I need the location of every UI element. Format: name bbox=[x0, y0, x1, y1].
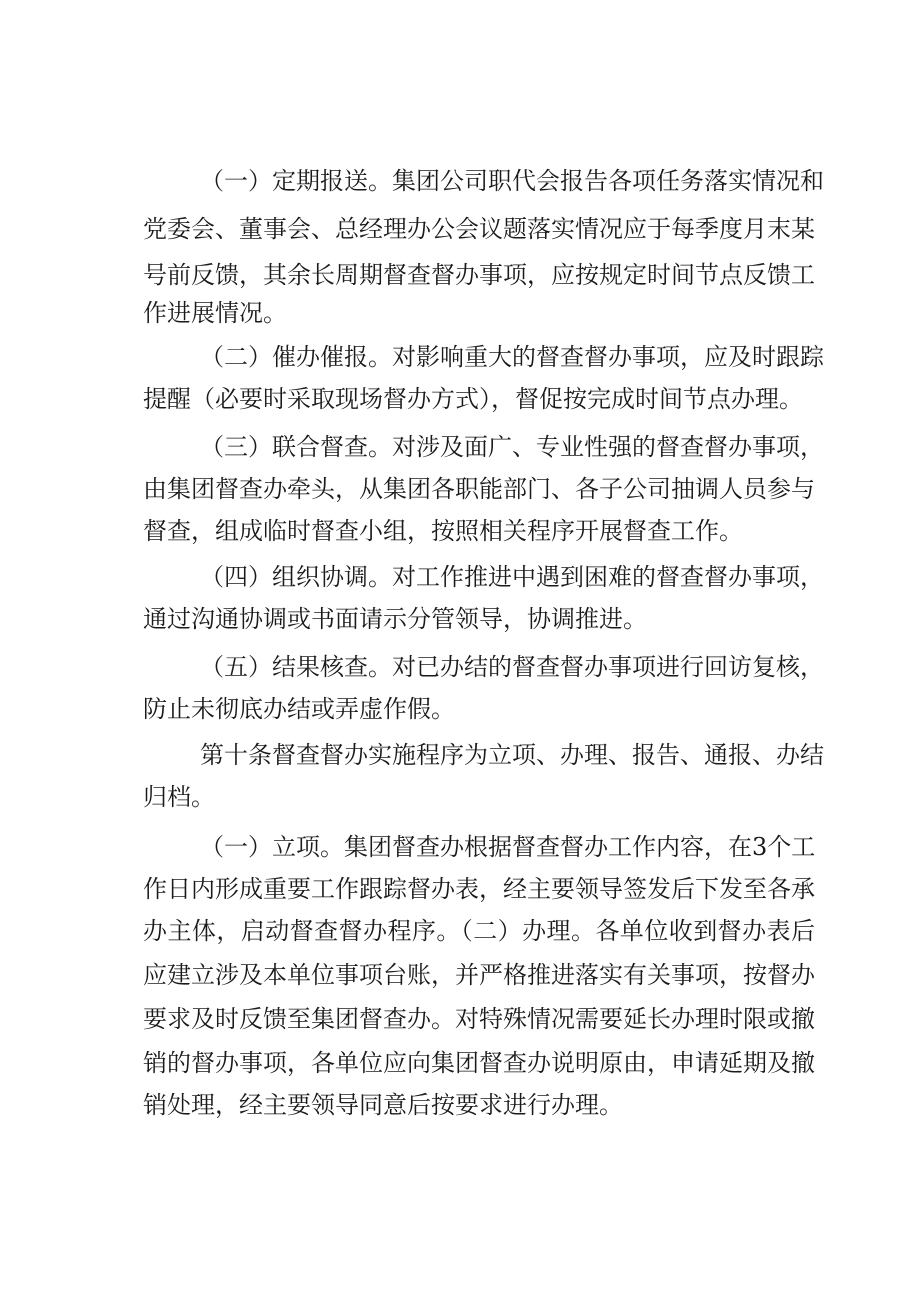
text-line: （二）催办催报。对影响重大的督查督办事项，应及时跟踪 bbox=[200, 343, 824, 371]
text-line: 作日内形成重要工作跟踪督办表，经主要领导签发后下发至各承 bbox=[143, 875, 815, 903]
text-line: 由集团督查办牵头，从集团各职能部门、各子公司抽调人员参与 bbox=[143, 475, 815, 503]
text-line: 号前反馈，其余长周期督查督办事项，应按规定时间节点反馈工 bbox=[143, 261, 815, 289]
text-line: 销处理，经主要领导同意后按要求进行办理。 bbox=[143, 1091, 623, 1119]
text-line: （一）立项。集团督查办根据督查督办工作内容，在3个工 bbox=[200, 833, 816, 861]
text-line: （四）组织协调。对工作推进中遇到困难的督查督办事项， bbox=[200, 563, 824, 591]
text-line: （五）结果核查。对已办结的督查督办事项进行回访复核， bbox=[200, 653, 824, 681]
text-line: 办主体，启动督查督办程序。（二）办理。各单位收到督办表后 bbox=[143, 917, 815, 945]
text-line: 作进展情况。 bbox=[143, 299, 287, 327]
text-line: 督查，组成临时督查小组，按照相关程序开展督查工作。 bbox=[143, 517, 743, 545]
text-line: （一）定期报送。集团公司职代会报告各项任务落实情况和 bbox=[200, 167, 824, 195]
text-line: 销的督办事项，各单位应向集团督查办说明原由，申请延期及撤 bbox=[143, 1049, 815, 1077]
text-line: 应建立涉及本单位事项台账，并严格推进落实有关事项，按督办 bbox=[143, 961, 815, 989]
text-line: 通过沟通协调或书面请示分管领导，协调推进。 bbox=[143, 605, 647, 633]
text-line: 要求及时反馈至集团督查办。对特殊情况需要延长办理时限或撤 bbox=[143, 1005, 815, 1033]
text-line: （三）联合督查。对涉及面广、专业性强的督查督办事项， bbox=[200, 433, 824, 461]
text-line: 防止未彻底办结或弄虚作假。 bbox=[143, 695, 455, 723]
text-line: 第十条督查督办实施程序为立项、办理、报告、通报、办结 bbox=[200, 741, 824, 769]
text-line: 归档。 bbox=[143, 783, 215, 811]
text-line: 提醒（必要时采取现场督办方式），督促按完成时间节点办理。 bbox=[143, 385, 803, 413]
text-line: 党委会、董事会、总经理办公会议题落实情况应于每季度月末某 bbox=[143, 215, 815, 243]
